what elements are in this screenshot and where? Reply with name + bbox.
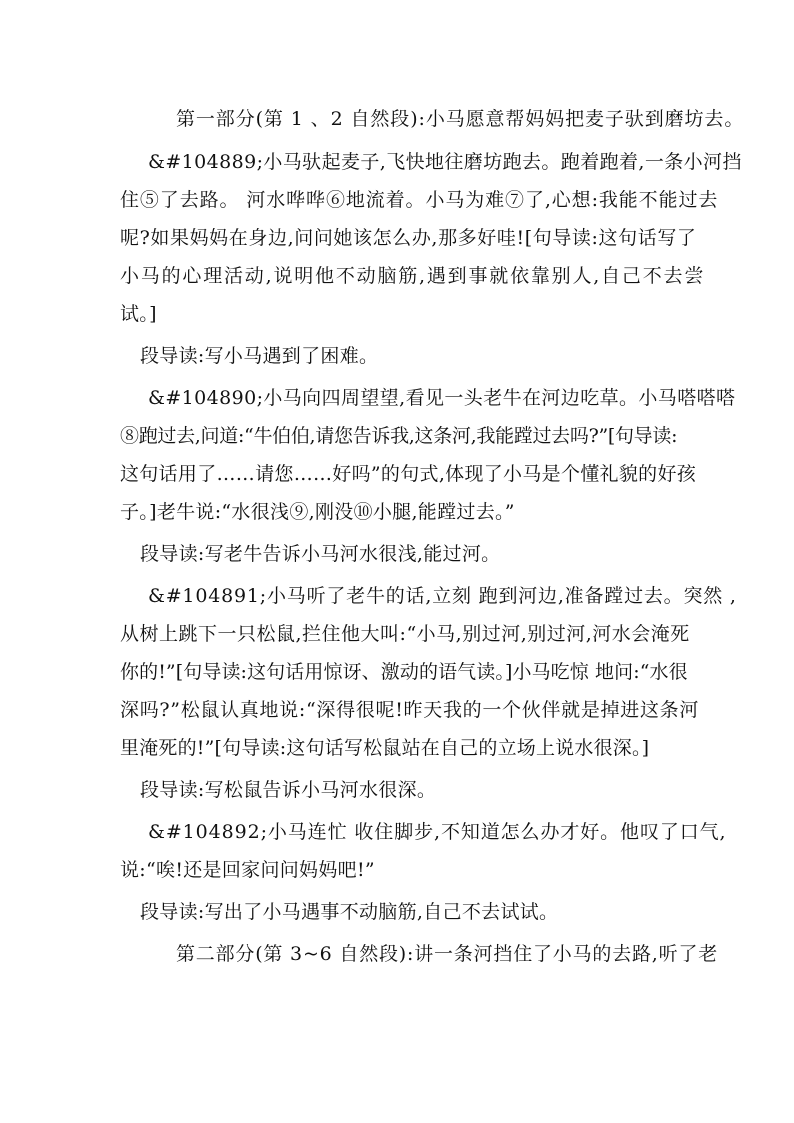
paragraph-summary: 段导读:写老牛告诉小马河水很浅,能过河。 — [140, 543, 501, 565]
paragraph-line: 试。] — [120, 303, 157, 325]
paragraph-line: 从树上跳下一只松鼠,拦住他大叫:“小马,别过河,别过河,河水会淹死 — [120, 623, 690, 645]
paragraph-line: 小马的心理活动,说明他不动脑筋,遇到事就依靠别人,自己不去尝 — [120, 265, 706, 287]
paragraph-line: &#104889;小马驮起麦子,飞快地往磨坊跑去。跑着跑着,一条小河挡 — [148, 151, 742, 173]
paragraph-line: 里淹死的!”[句导读:这句话写松鼠站在自己的立场上说水很深。] — [120, 737, 650, 759]
paragraph-line: 住⑤了去路。 河水哗哗⑥地流着。小马为难⑦了,心想:我能不能过去 — [120, 189, 719, 211]
paragraph-line: ⑧跑过去,问道:“牛伯伯,请您告诉我,这条河,我能蹚过去吗?”[句导读: — [120, 425, 678, 447]
paragraph-line: 呢?如果妈妈在身边,问问她该怎么办,那多好哇![句导读:这句话写了 — [120, 227, 697, 249]
paragraph-summary: 段导读:写松鼠告诉小马河水很深。 — [140, 779, 437, 801]
paragraph-line: 这句话用了……请您……好吗”的句式,体现了小马是个懂礼貌的好孩 — [120, 463, 697, 485]
section-heading-part-one: 第一部分(第 1 、2 自然段):小马愿意帮妈妈把麦子驮到磨坊去。 — [176, 108, 745, 130]
paragraph-summary: 段导读:写小马遇到了困难。 — [140, 345, 379, 367]
paragraph-line: &#104891;小马听了老牛的话,立刻 跑到河边,准备蹚过去。突然 , — [148, 585, 737, 607]
paragraph-line: &#104892;小马连忙 收住脚步,不知道怎么办才好。他叹了口气, — [148, 821, 727, 843]
section-heading-part-two: 第二部分(第 3~6 自然段):讲一条河挡住了小马的去路,听了老 — [176, 943, 719, 965]
paragraph-line: 你的!”[句导读:这句话用惊讶、激动的语气读。]小马吃惊 地问:“水很 — [120, 661, 688, 683]
paragraph-line: 说:“唉!还是回家问问妈妈吧!” — [120, 859, 375, 881]
paragraph-line: 深吗?”松鼠认真地说:“深得很呢!昨天我的一个伙伴就是掉进这条河 — [120, 699, 700, 721]
paragraph-summary: 段导读:写出了小马遇事不动脑筋,自己不去试试。 — [140, 901, 559, 923]
paragraph-line: 子。]老牛说:“水很浅⑨,刚没⑩小腿,能蹚过去。” — [120, 501, 515, 523]
paragraph-line: &#104890;小马向四周望望,看见一头老牛在河边吃草。小马嗒嗒嗒 — [148, 387, 736, 409]
